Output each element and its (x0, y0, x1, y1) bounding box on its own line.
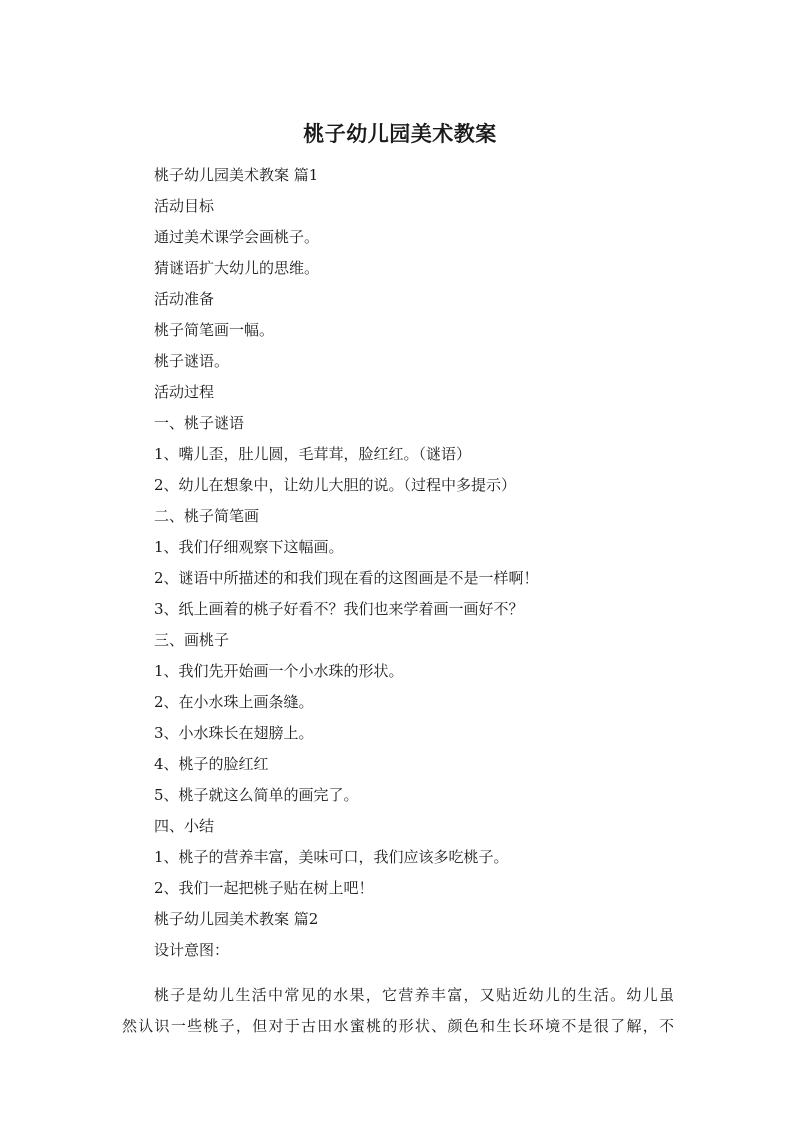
text-line: 三、画桃子 (154, 631, 230, 649)
text-line: 1、我们先开始画一个小水珠的形状。 (154, 662, 404, 680)
text-line: 1、我们仔细观察下这幅画。 (154, 538, 344, 556)
text-line: 2、幼儿在想象中，让幼儿大胆的说。（过程中多提示） (154, 476, 517, 494)
text-line: 3、纸上画着的桃子好看不？我们也来学着画一画好不？ (154, 600, 524, 618)
text-line: 通过美术课学会画桃子。 (154, 228, 320, 246)
text-line: 活动准备 (154, 290, 215, 308)
text-line: 四、小结 (154, 817, 215, 835)
text-line: 4、桃子的脸红红 (154, 755, 269, 773)
paragraph-line: 桃子是幼儿生活中常见的水果，它营养丰富，又贴近幼儿的生活。幼儿虽 (154, 986, 674, 1004)
design-intent-paragraph (122, 980, 674, 1042)
text-line: 活动过程 (154, 383, 215, 401)
text-line: 3、小水珠长在翅膀上。 (154, 724, 314, 742)
paragraph-line: 然认识一些桃子，但对于古田水蜜桃的形状、颜色和生长环境不是很了解，不 (122, 1017, 674, 1035)
document-body (154, 160, 674, 966)
text-line: 5、桃子就这么简单的画完了。 (154, 786, 359, 804)
text-line: 1、桃子的营养丰富，美味可口，我们应该多吃桃子。 (154, 848, 509, 866)
text-line: 设计意图： (154, 941, 230, 959)
text-line: 2、在小水珠上画条缝。 (154, 693, 314, 711)
text-line: 二、桃子简笔画 (154, 507, 260, 525)
text-line: 桃子谜语。 (154, 352, 230, 370)
document-title: 桃子幼儿园美术教案 (303, 122, 497, 146)
text-line: 1、嘴儿歪，肚儿圆，毛茸茸，脸红红。（谜语） (154, 445, 472, 463)
text-line: 2、谜语中所描述的和我们现在看的这图画是不是一样啊！ (154, 569, 539, 587)
text-line: 桃子简笔画一幅。 (154, 321, 275, 339)
text-line: 活动目标 (154, 197, 215, 215)
text-line: 一、桃子谜语 (154, 414, 245, 432)
text-line: 猜谜语扩大幼儿的思维。 (154, 259, 320, 277)
text-line: 2、我们一起把桃子贴在树上吧！ (154, 879, 374, 897)
text-line: 桃子幼儿园美术教案 篇1 (154, 166, 319, 184)
text-line: 桃子幼儿园美术教案 篇2 (154, 910, 319, 928)
